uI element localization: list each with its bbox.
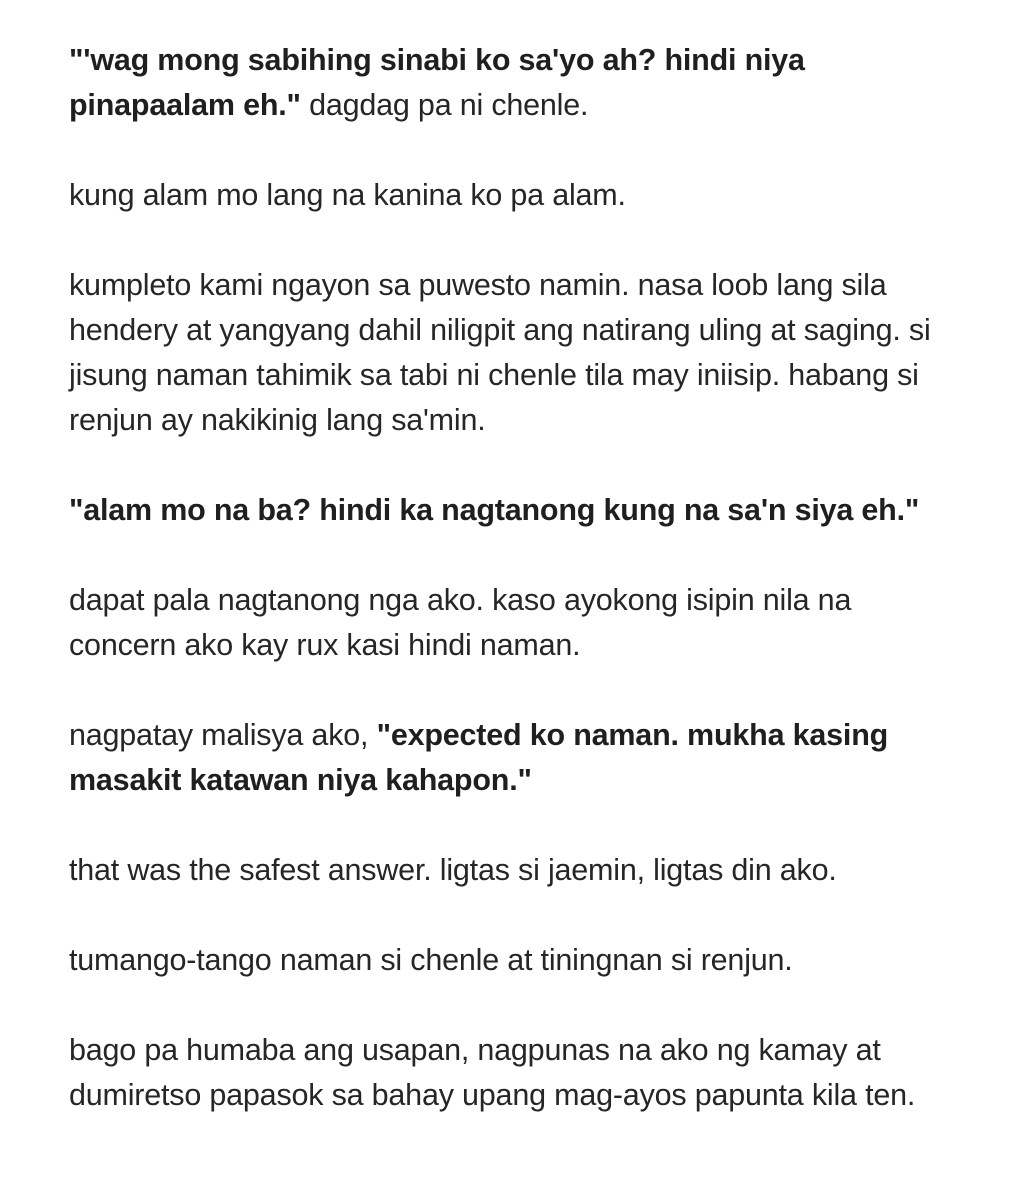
paragraph-9 [69,1028,959,1118]
paragraph-7 [69,848,959,893]
narration-line: dapat pala nagtanong nga ako. kaso ayokong isipin nila na concern ako kay rux kasi hindi naman. [69,583,852,662]
paragraph-3 [69,263,959,443]
narration-line: bago pa humaba ang usapan, nagpunas na ako ng kamay at dumiretso papasok sa bahay upang mag-ayos papunta kila ten. [69,1033,916,1112]
narration-line: dagdag pa ni chenle. [300,88,589,122]
story-text [69,38,959,1118]
paragraph-6 [69,713,959,803]
narration-line: that was the safest answer. ligtas si jaemin, ligtas din ako. [69,853,837,887]
paragraph-1 [69,38,959,128]
paragraph-8 [69,938,959,983]
dialogue-line: "alam mo na ba? hindi ka nagtanong kung na sa'n siya eh." [69,493,920,527]
narration-line: kung alam mo lang na kanina ko pa alam. [69,178,626,212]
paragraph-5 [69,578,959,668]
dialogue-line: "expected ko naman. mukha kasing masakit katawan niya kahapon." [69,718,889,797]
paragraph-2 [69,173,959,218]
dialogue-line: "'wag mong sabihing sinabi ko sa'yo ah? hindi niya pinapaalam eh." [69,43,805,122]
narration-line: kumpleto kami ngayon sa puwesto namin. nasa loob lang sila hendery at yangyang dahil niligpit ang natirang uling at saging. si jisung naman tahimik sa tabi ni chenle tila may iniisip. habang si renjun ay nakikinig lang sa'min. [69,268,931,437]
paragraph-4 [69,488,959,533]
narration-line: nagpatay malisya ako, [69,718,377,752]
narration-line: tumango-tango naman si chenle at tiningnan si renjun. [69,943,793,977]
